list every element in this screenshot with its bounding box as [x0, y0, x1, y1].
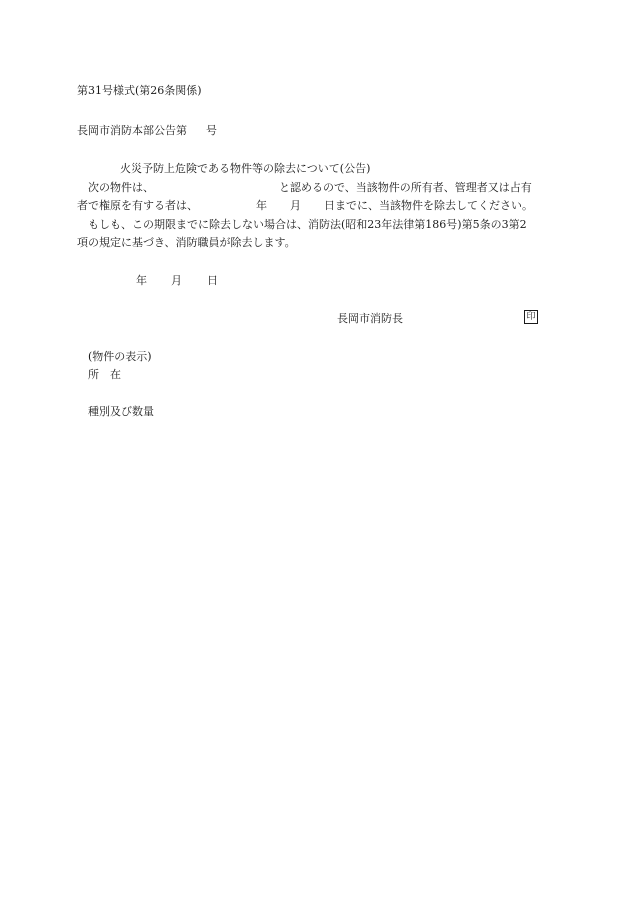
body-line4: 項の規定に基づき、消防職員が除去します。 [77, 236, 296, 249]
location-label: 所 在 [88, 368, 121, 381]
body-line2-month: 月 [290, 199, 301, 212]
body-line1-end: と認めるので、当該物件の所有者、管理者又は占有 [279, 181, 532, 194]
notice-number-suffix: 号 [206, 124, 217, 137]
notice-title: 火災予防上危険である物件等の除去について(公告) [120, 162, 371, 175]
body-line3: もしも、この期限までに除去しない場合は、消防法(昭和23年法律第186号)第5条の3第2 [88, 218, 527, 231]
body-line1-start: 次の物件は、 [88, 181, 154, 194]
issuer-name: 長岡市消防長 [337, 312, 403, 325]
date-month: 月 [171, 274, 182, 287]
seal-mark: 印 [524, 310, 538, 324]
body-line2-start: 者で権原を有する者は、 [77, 199, 198, 212]
type-quantity-label: 種別及び数量 [88, 405, 154, 418]
body-line2-year: 年 [256, 199, 267, 212]
body-line2-end: 日までに、当該物件を除去してください。 [324, 199, 533, 212]
date-year: 年 [136, 274, 147, 287]
property-heading: (物件の表示) [88, 350, 152, 363]
form-label: 第31号様式(第26条関係) [77, 84, 202, 97]
notice-number-prefix: 長岡市消防本部公告第 [77, 124, 187, 137]
date-day: 日 [207, 274, 218, 287]
